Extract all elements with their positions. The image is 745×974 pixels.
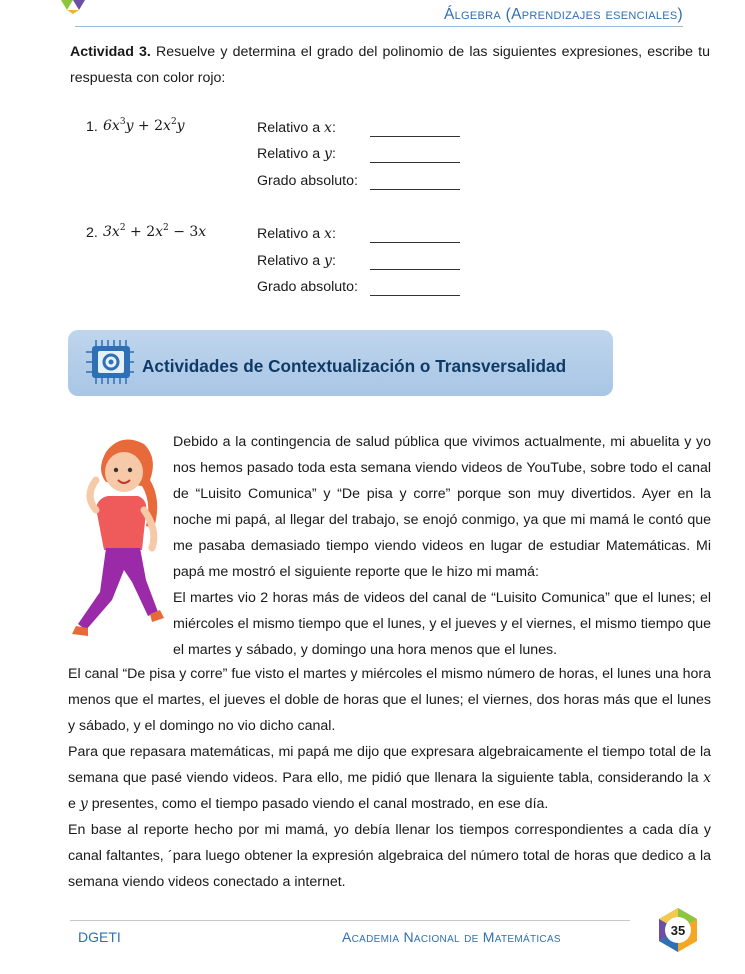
relative-y-label: Relativo a y:: [257, 146, 336, 162]
exercise-1-expression: [103, 118, 185, 134]
activity-label: Actividad 3.: [70, 44, 151, 60]
term: 3: [103, 224, 112, 240]
activity-instruction: [70, 39, 710, 91]
relative-x-label: Relativo a x:: [257, 120, 336, 136]
answer-blank[interactable]: [370, 136, 460, 137]
absolute-degree-label: Grado absoluto:: [257, 173, 358, 189]
var: x: [703, 770, 711, 786]
term: 6: [103, 118, 112, 134]
var: y: [125, 118, 134, 134]
var: y: [176, 118, 185, 134]
answer-blank[interactable]: [370, 295, 460, 296]
exponent: 3: [119, 117, 126, 127]
header-title: Álgebra (Aprendizajes esenciales): [443, 6, 683, 23]
relative-y-label: Relativo a y:: [257, 253, 336, 269]
paragraph: Debido a la contingencia de salud pública que vivimos actualmente, mi abuelita y yo nos hemos pasado toda esta semana viendo videos de YouTube, sobre todo el canal de “Luisito Comunica” y “De pisa y corre” porque son muy divertidos. Ayer en la noche mi papá, al llegar del trabajo, se enojó conmigo, ya que mi mamá le contó que me pasaba demasiado tiempo viendo videos en lugar de estudiar Matemáticas. Mi papá me mostró el siguiente reporte que le hizo mi mamá:: [173, 434, 711, 580]
paragraph: e: [68, 796, 80, 812]
exponent: 2: [163, 223, 169, 233]
paragraph: Para que repasara matemáticas, mi papá me dijo que expresara algebraicamente el tiempo total de la semana que pasé viendo videos. Para ello, me pidió que llenara la siguiente tabla, considerando la: [68, 744, 711, 786]
header-divider: [75, 26, 683, 27]
paragraph: El martes vio 2 horas más de videos del canal de “Luisito Comunica” que el lunes; el miércoles el mismo tiempo que el lunes, y el jueves y el viernes, el mismo tiempo que el martes y sábado, y domingo una hora menos que el lunes.: [173, 590, 711, 658]
absolute-degree-label: Grado absoluto:: [257, 279, 358, 295]
story-intro: [173, 429, 711, 663]
label-text: Relativo a: [257, 120, 321, 136]
label-text: Relativo a: [257, 146, 321, 162]
exercise-1-number: 1.: [86, 119, 98, 135]
paragraph: El canal “De pisa y corre” fue visto el martes y miércoles el mismo número de horas, el lunes una hora menos que el martes, el jueves el doble de horas que el lunes; el viernes, dos horas más que el lunes y sábado, y el domingo no vio dicho canal.: [68, 666, 711, 734]
operator: − 3: [168, 224, 199, 240]
var: x: [198, 224, 207, 240]
var: y: [324, 253, 332, 269]
footer-left: DGETI: [78, 929, 121, 945]
activity-text: Resuelve y determina el grado del polinomio de las siguientes expresiones, escribe tu respuesta con color rojo:: [70, 44, 711, 86]
logo-icon: [55, 0, 95, 14]
answer-blank[interactable]: [370, 162, 460, 163]
var: x: [111, 224, 120, 240]
var: x: [163, 118, 171, 134]
var: x: [155, 224, 164, 240]
var: y: [324, 146, 332, 162]
chip-icon: [84, 338, 136, 386]
var: y: [79, 796, 88, 812]
answer-blank[interactable]: [370, 242, 460, 243]
relative-x-label: Relativo a x:: [257, 226, 336, 242]
var: x: [324, 226, 332, 242]
footer-divider: [70, 920, 630, 921]
footer-center: Academia Nacional de Matemáticas: [342, 929, 561, 945]
answer-blank[interactable]: [370, 189, 460, 190]
operator: + 2: [125, 224, 156, 240]
label-text: Relativo a: [257, 253, 321, 269]
exercise-2-expression: [103, 224, 206, 240]
exponent: 2: [170, 117, 177, 127]
girl-illustration: [66, 430, 166, 645]
page-badge: [655, 907, 701, 953]
story-body: [68, 661, 711, 895]
banner-title: Actividades de Contextualización o Transversalidad: [142, 356, 567, 376]
paragraph: En base al reporte hecho por mi mamá, yo debía llenar los tiempos correspondientes a cada día y canal faltantes, ´para luego obtener la expresión algebraica del número total de horas que dedico a la semana viendo videos conectado a internet.: [68, 822, 711, 890]
page-number: 35: [670, 923, 686, 938]
exercise-2-number: 2.: [86, 225, 98, 241]
var: x: [111, 118, 120, 134]
answer-blank[interactable]: [370, 269, 460, 270]
var: x: [324, 120, 332, 136]
paragraph: presentes, como el tiempo pasado viendo el canal mostrado, en ese día.: [87, 796, 549, 812]
operator: + 2: [133, 118, 164, 134]
label-text: Relativo a: [257, 226, 321, 242]
exponent: 2: [119, 223, 126, 233]
